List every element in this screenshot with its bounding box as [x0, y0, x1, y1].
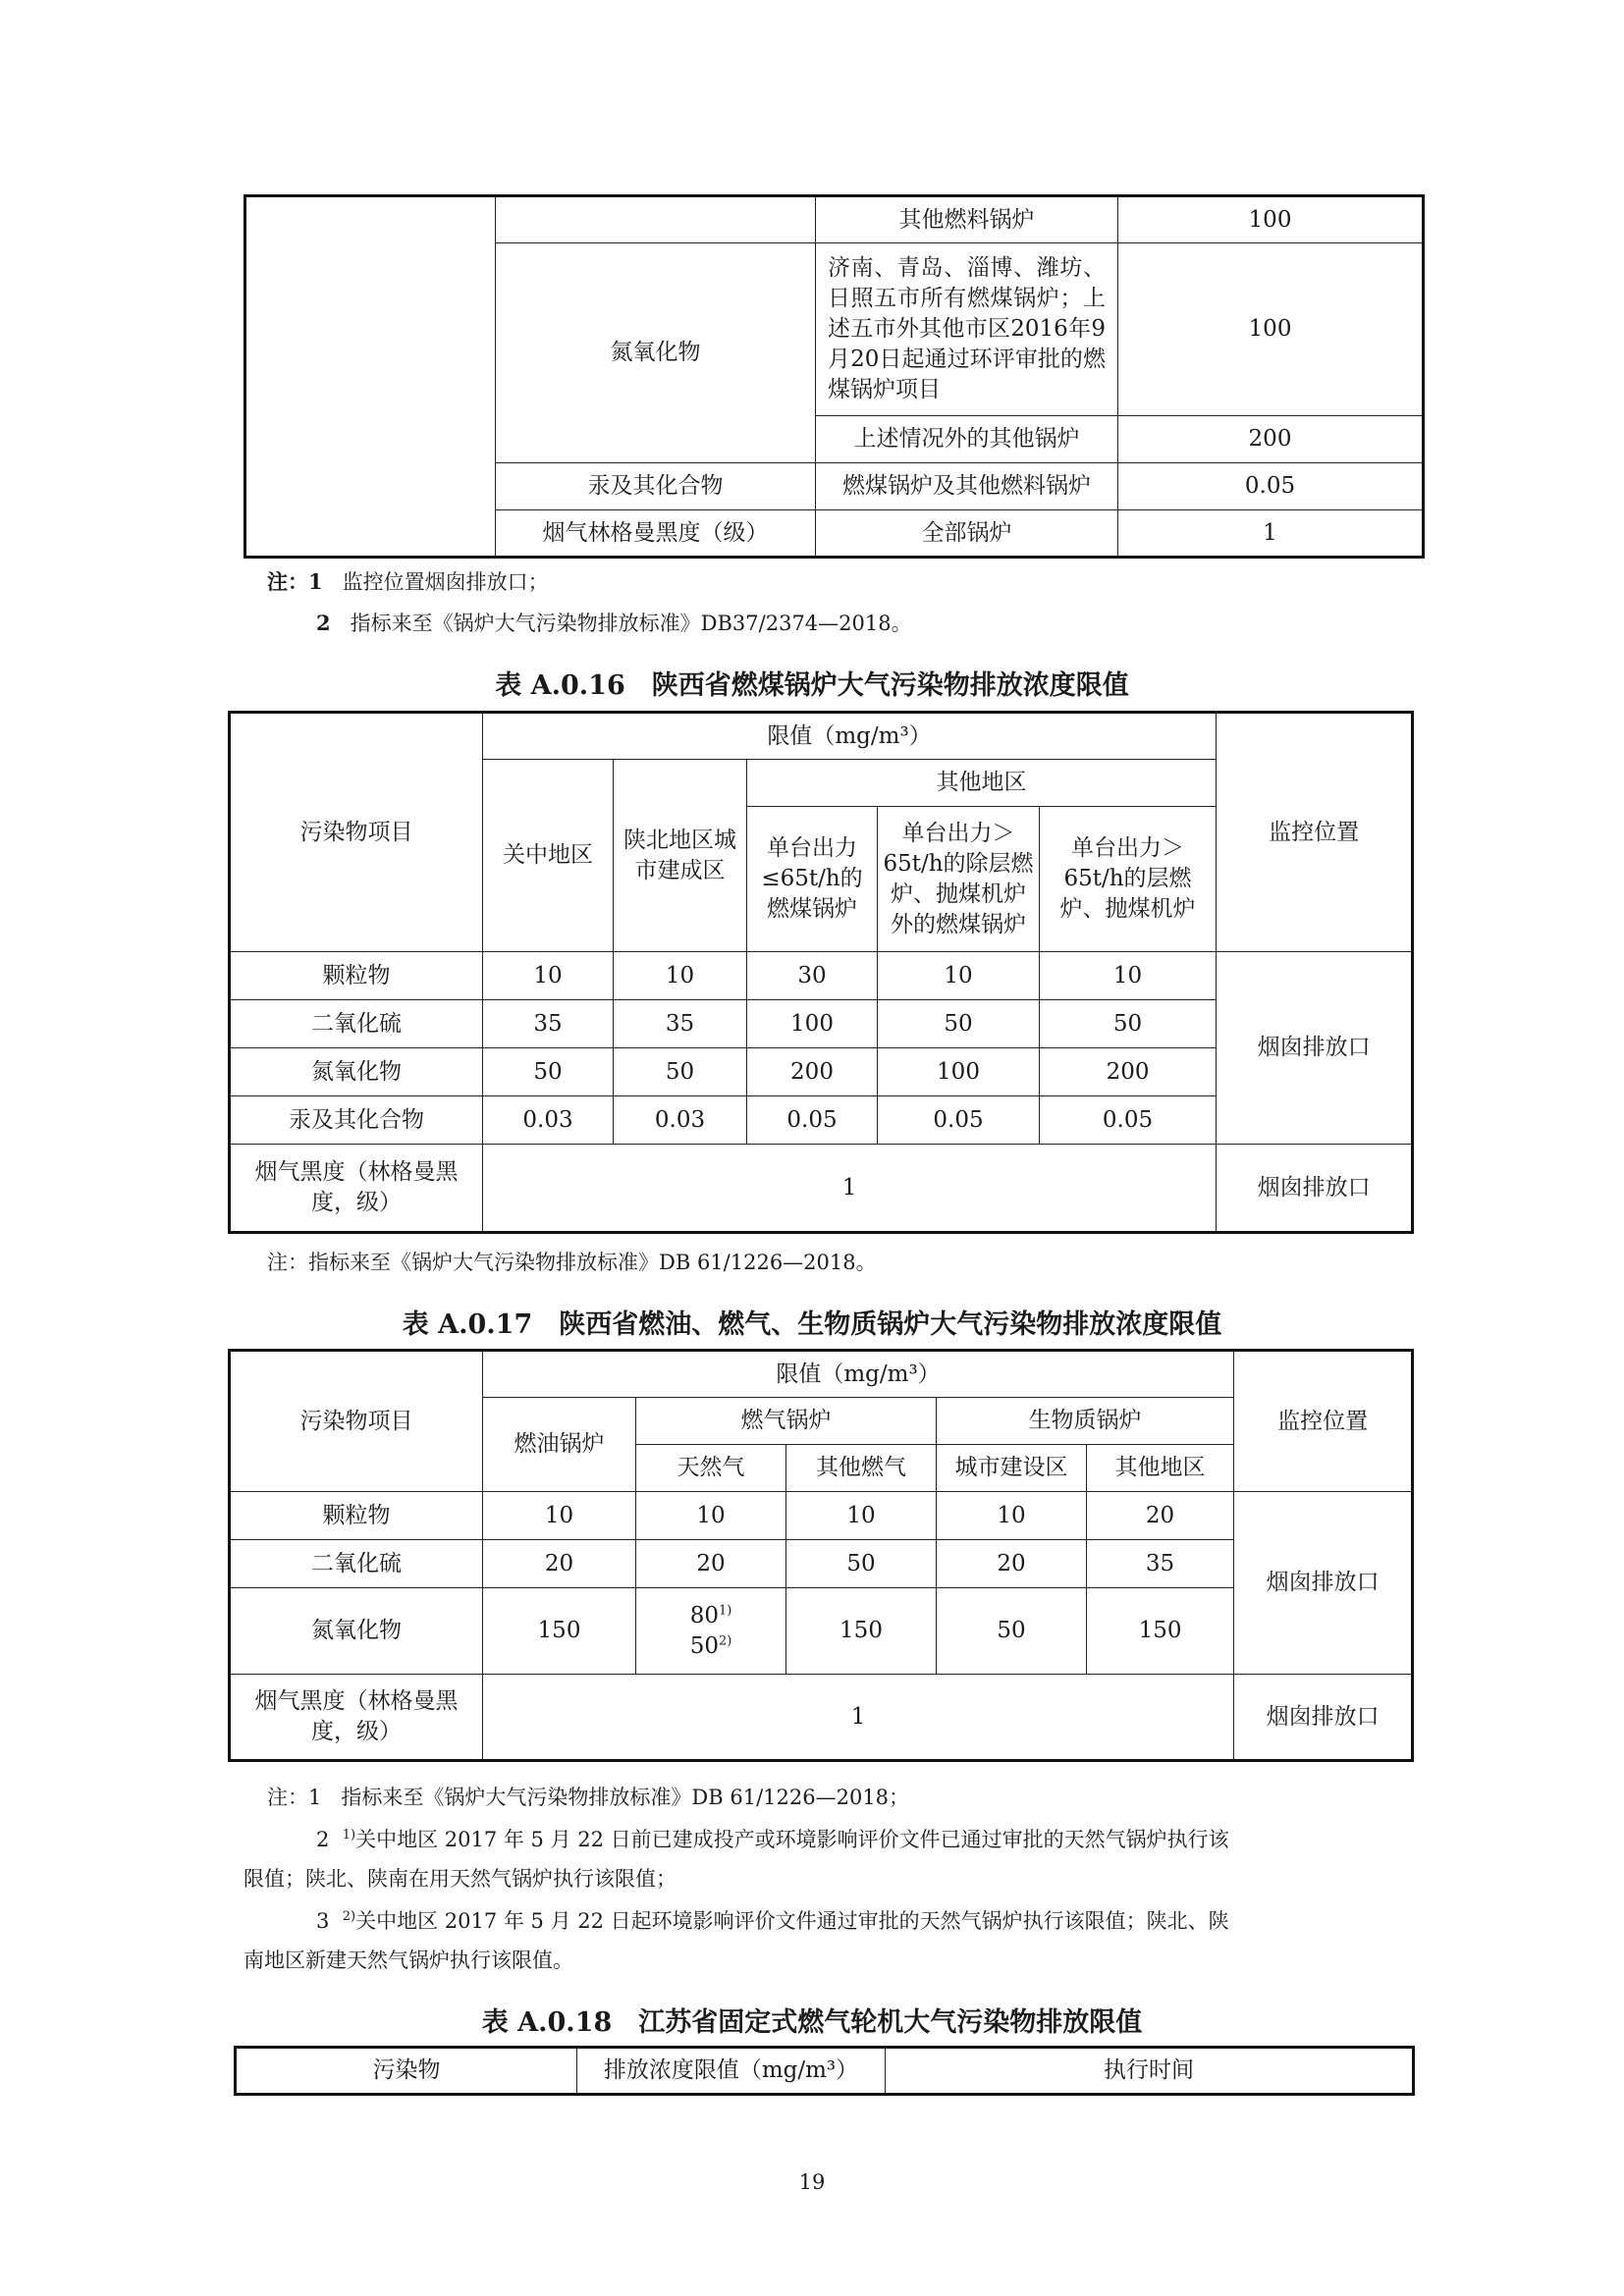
footnote-mark: 1)	[342, 1828, 356, 1842]
header-natural-gas: 天然气	[636, 1445, 786, 1492]
table-prev	[244, 194, 1425, 559]
monitor-cell: 烟囱排放口	[1217, 952, 1413, 1145]
table-cell: 全部锅炉	[816, 510, 1118, 558]
row-label: 汞及其化合物	[230, 1096, 483, 1145]
table-cell: 50	[786, 1540, 937, 1588]
row-label: 二氧化硫	[230, 1000, 483, 1048]
monitor-cell: 烟囱排放口	[1217, 1145, 1413, 1233]
value: 80	[689, 1602, 719, 1629]
table-cell: 50	[937, 1588, 1087, 1675]
nox-value-1	[640, 1601, 782, 1631]
footnote-mark: 1)	[718, 1602, 732, 1618]
header-monitor: 监控位置	[1234, 1351, 1413, 1492]
table-cell: 20	[937, 1540, 1087, 1588]
table-cell: 100	[1118, 243, 1424, 416]
table-cell: 200	[1118, 416, 1424, 463]
table-cell: 20	[636, 1540, 786, 1588]
table-cell: 烟气林格曼黑度（级）	[496, 510, 816, 558]
table-cell: 10	[483, 1492, 636, 1540]
table-cell: 100	[747, 1000, 878, 1048]
table-cell: 150	[786, 1588, 937, 1675]
table-cell: 50	[1040, 1000, 1217, 1048]
table-cell: 10	[786, 1492, 937, 1540]
header-other-gas: 其他燃气	[786, 1445, 937, 1492]
table-cell: 20	[1087, 1492, 1234, 1540]
table-cell: 35	[614, 1000, 747, 1048]
table-cell: 0.05	[1040, 1096, 1217, 1145]
table17	[228, 1349, 1414, 1762]
table-cell: 150	[483, 1588, 636, 1675]
monitor-cell: 烟囱排放口	[1234, 1492, 1413, 1675]
table-cell: 10	[614, 952, 747, 1000]
header-item: 污染物项目	[230, 713, 483, 952]
note-line: 限值；陕北、陕南在用天然气锅炉执行该限值；	[244, 1867, 677, 1891]
header-city-area: 城市建设区	[937, 1445, 1087, 1492]
table18-caption: 表 A.0.18 江苏省固定式燃气轮机大气污染物排放限值	[481, 2007, 1143, 2038]
note-number: 3	[316, 1909, 330, 1933]
header-other-area: 其他地区	[1087, 1445, 1234, 1492]
table-cell: 100	[878, 1048, 1040, 1096]
table-cell: 0.03	[483, 1096, 614, 1145]
header-limit: 排放浓度限值（mg/m³）	[577, 2048, 886, 2095]
row-label: 颗粒物	[230, 1492, 483, 1540]
table-cell: 燃煤锅炉及其他燃料锅炉	[816, 463, 1118, 510]
header-item: 污染物项目	[230, 1351, 483, 1492]
row-label: 烟气黑度（林格曼黑度，级）	[230, 1675, 483, 1761]
header-oil-boiler: 燃油锅炉	[483, 1398, 636, 1492]
header-pollutant: 污染物	[236, 2048, 577, 2095]
table-cell	[496, 196, 816, 243]
note-text: 监控位置烟囱排放口；	[342, 570, 549, 594]
header-limit: 限值（mg/m³）	[483, 1351, 1234, 1398]
table-cell: 10	[483, 952, 614, 1000]
table-prev-category-cell	[245, 196, 496, 558]
table-cell: 汞及其化合物	[496, 463, 816, 510]
header-time: 执行时间	[886, 2048, 1414, 2095]
note-line	[267, 1782, 909, 1813]
row-label: 颗粒物	[230, 952, 483, 1000]
table-cell: 氮氧化物	[496, 243, 816, 463]
table17-caption: 表 A.0.17 陕西省燃油、燃气、生物质锅炉大气污染物排放浓度限值	[402, 1309, 1222, 1340]
note-line	[267, 566, 549, 598]
table-cell: 50	[614, 1048, 747, 1096]
header-sub2: 单台出力＞65t/h的除层燃炉、抛煤机炉外的燃煤锅炉	[878, 807, 1040, 952]
row-label: 二氧化硫	[230, 1540, 483, 1588]
note-text: 关中地区 2017 年 5 月 22 日前已建成投产或环境影响评价文件已通过审批的天然气锅炉执行该	[355, 1828, 1229, 1851]
table-cell: 10	[1040, 952, 1217, 1000]
table-cell: 200	[747, 1048, 878, 1096]
header-monitor: 监控位置	[1217, 713, 1413, 952]
table-cell: 50	[483, 1048, 614, 1096]
note-line	[316, 1824, 1229, 1855]
table16-note: 注：指标来至《锅炉大气污染物排放标准》DB 61/1226—2018。	[267, 1251, 877, 1274]
header-shanbei: 陕北地区城市建成区	[614, 760, 747, 952]
note-text: 指标来至《锅炉大气污染物排放标准》DB37/2374—2018。	[350, 612, 912, 635]
page-number: 19	[798, 2170, 826, 2194]
table-cell: 10	[636, 1492, 786, 1540]
note-number: 2	[316, 1828, 330, 1851]
table-cell: 200	[1040, 1048, 1217, 1096]
table-cell: 35	[483, 1000, 614, 1048]
note-text: 指标来至《锅炉大气污染物排放标准》DB 61/1226—2018；	[341, 1786, 910, 1809]
table-cell: 30	[747, 952, 878, 1000]
header-sub3: 单台出力＞65t/h的层燃炉、抛煤机炉	[1040, 807, 1217, 952]
table-cell: 10	[937, 1492, 1087, 1540]
table-cell: 1	[483, 1145, 1217, 1233]
table-cell: 上述情况外的其他锅炉	[816, 416, 1118, 463]
header-sub1: 单台出力≤65t/h的燃煤锅炉	[747, 807, 878, 952]
row-label: 烟气黑度（林格曼黑度，级）	[230, 1145, 483, 1233]
header-other-area: 其他地区	[747, 760, 1217, 807]
table16	[228, 711, 1414, 1234]
note-line: 南地区新建天然气锅炉执行该限值。	[244, 1949, 573, 1972]
note-number: 注：1	[267, 1786, 322, 1809]
table-cell: 1	[483, 1675, 1234, 1761]
note-text: 关中地区 2017 年 5 月 22 日起环境影响评价文件通过审批的天然气锅炉执行该限值；陕北、陕	[355, 1909, 1229, 1933]
header-gas-boiler: 燃气锅炉	[636, 1398, 937, 1445]
table-cell: 其他燃料锅炉	[816, 196, 1118, 243]
table-cell: 0.05	[878, 1096, 1040, 1145]
table16-caption: 表 A.0.16 陕西省燃煤锅炉大气污染物排放浓度限值	[495, 670, 1129, 701]
row-label: 氮氧化物	[230, 1048, 483, 1096]
note-line	[316, 1905, 1229, 1937]
note-number: 2	[316, 611, 331, 635]
header-limit: 限值（mg/m³）	[483, 713, 1217, 760]
table-cell-natgas	[636, 1588, 786, 1675]
table18	[234, 2046, 1415, 2096]
footnote-mark: 2)	[718, 1632, 732, 1648]
table-cell: 0.05	[747, 1096, 878, 1145]
header-guanzhong: 关中地区	[483, 760, 614, 952]
table-cell: 150	[1087, 1588, 1234, 1675]
footnote-mark: 2)	[342, 1909, 356, 1924]
value: 50	[689, 1632, 719, 1659]
table-cell: 0.05	[1118, 463, 1424, 510]
table-cell: 济南、青岛、淄博、潍坊、日照五市所有燃煤锅炉；上述五市外其他市区2016年9月20日起通过环评审批的燃煤锅炉项目	[816, 243, 1118, 416]
monitor-cell: 烟囱排放口	[1234, 1675, 1413, 1761]
table-cell: 50	[878, 1000, 1040, 1048]
table-cell: 1	[1118, 510, 1424, 558]
table-cell: 0.03	[614, 1096, 747, 1145]
note-line	[316, 608, 912, 639]
note-number: 注：1	[267, 569, 323, 594]
table-cell: 100	[1118, 196, 1424, 243]
row-label: 氮氧化物	[230, 1588, 483, 1675]
header-biomass-boiler: 生物质锅炉	[937, 1398, 1234, 1445]
table-cell: 20	[483, 1540, 636, 1588]
table-cell: 35	[1087, 1540, 1234, 1588]
table-cell: 10	[878, 952, 1040, 1000]
nox-value-2	[640, 1631, 782, 1662]
